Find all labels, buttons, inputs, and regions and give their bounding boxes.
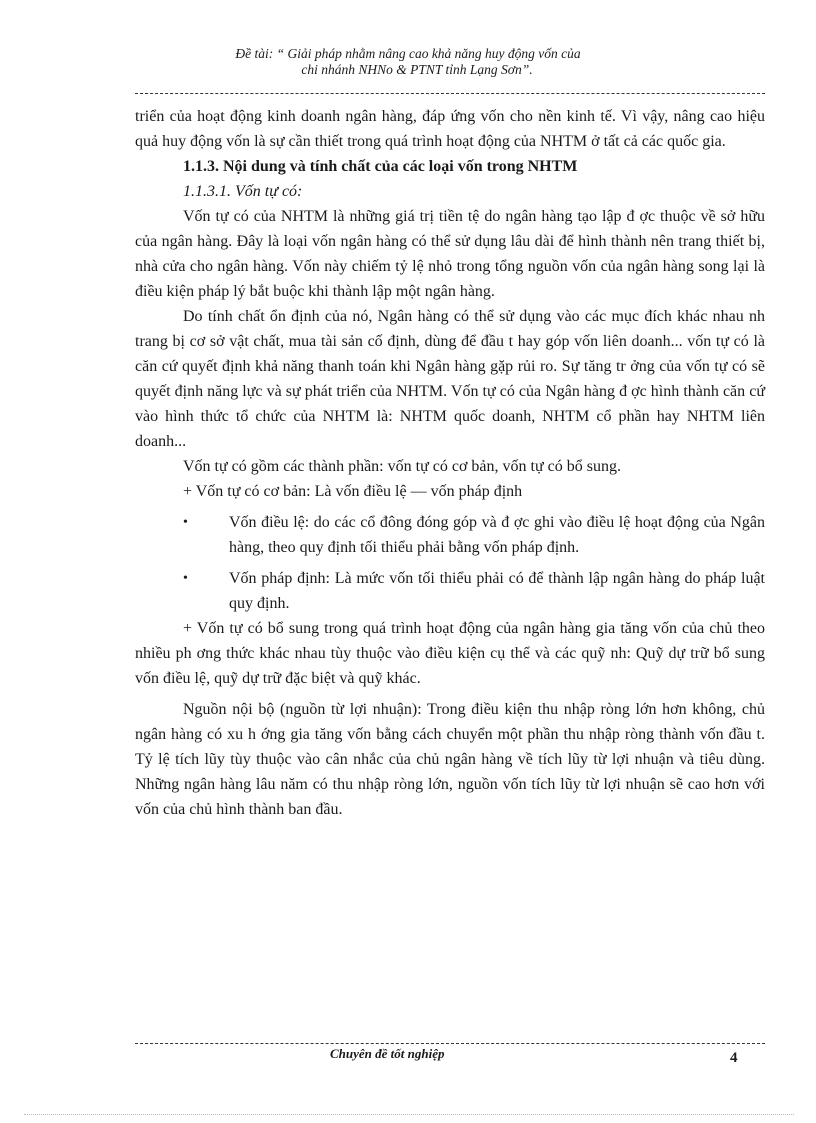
section-heading: 1.1.3. Nội dung và tính chất của các loại vốn trong NHTM	[183, 158, 578, 175]
bullet-text: Vốn pháp định: Là mức vốn tối thiểu phải có để thành lập ngân hàng do pháp luật quy định.	[229, 570, 765, 612]
subsection-heading: 1.1.3.1. Vốn tự có:	[183, 183, 303, 200]
bullet-icon: •	[183, 571, 188, 586]
footer-title: Chuyên đề tốt nghiệp	[330, 1046, 445, 1061]
document-body	[135, 104, 765, 822]
paragraph-continuation: triển của hoạt động kinh doanh ngân hàng, đáp ứng vốn cho nền kinh tế. Vì vậy, nâng cao hiệu quả huy động vốn là sự cần thiết trong quá trình hoạt động của NHTM ở tất cả các quốc gia.	[135, 108, 765, 150]
bullet-item-charter-capital	[135, 510, 765, 560]
bullet-item-legal-capital	[135, 566, 765, 616]
paragraph-internal-source: Nguồn nội bộ (nguồn từ lợi nhuận): Trong điều kiện thu nhập ròng lớn hơn không, chủ ngân hàng có xu h ớng gia tăng vốn bằng cách chuyển một phần thu nhập ròng thành vốn đầu t. Tỷ lệ tích lũy tùy thuộc vào cân nhắc của chủ ngân hàng về tích lũy từ lợi nhuận và tiêu dùng. Những ngân hàng lâu năm có thu nhập ròng lớn, nguồn vốn tích lũy từ lợi nhuận sẽ cao hơn với vốn của chủ hình thành ban đầu.	[135, 701, 765, 818]
page-header	[0, 46, 816, 78]
header-divider	[135, 93, 765, 94]
footer-divider	[135, 1043, 765, 1044]
bullet-icon: •	[183, 515, 188, 530]
paragraph-characteristics: Do tính chất ổn định của nó, Ngân hàng có thể sử dụng vào các mục đích khác nhau nh trang bị cơ sở vật chất, mua tài sản cố định, dùng để đầu t hay góp vốn liên doanh... vốn tự có là căn cứ quyết định khả năng thanh toán khi Ngân hàng gặp rủi ro. Sự tăng tr ởng của vốn tự có sẽ quyết định năng lực và sự phát triển của NHTM. Vốn tự có của Ngân hàng đ ợc hình thành căn cứ vào hình thức tổ chức của NHTM là: NHTM quốc doanh, NHTM cổ phần hay NHTM liên doanh...	[135, 308, 765, 450]
paragraph-basic-capital: + Vốn tự có cơ bản: Là vốn điều lệ — vốn pháp định	[183, 483, 523, 500]
page-bottom-border	[24, 1114, 794, 1115]
header-line-2: chi nhánh NHNo & PTNT tỉnh Lạng Sơn”.	[301, 62, 533, 77]
paragraph-definition: Vốn tự có của NHTM là những giá trị tiền tệ do ngân hàng tạo lập đ ợc thuộc về sở hữu của ngân hàng. Đây là loại vốn ngân hàng có thể sử dụng lâu dài để hình thành nên trang thiết bị, nhà cửa cho ngân hàng. Vốn này chiếm tỷ lệ nhỏ trong tổng nguồn vốn của ngân hàng song lại là điều kiện pháp lý bắt buộc khi thành lập một ngân hàng.	[135, 208, 765, 300]
bullet-text: Vốn điều lệ: do các cổ đông đóng góp và đ ợc ghi vào điều lệ hoạt động của Ngân hàng, theo quy định tối thiểu phải bằng vốn pháp định.	[229, 514, 765, 556]
page-number: 4	[730, 1050, 738, 1066]
paragraph-components: Vốn tự có gồm các thành phần: vốn tự có cơ bản, vốn tự có bổ sung.	[183, 458, 621, 475]
paragraph-supplementary-capital: + Vốn tự có bổ sung trong quá trình hoạt động của ngân hàng gia tăng vốn của chủ theo nhiều ph ơng thức khác nhau tùy thuộc vào điều kiện cụ thể và các quỹ nh: Quỹ dự trữ bổ sung vốn điều lệ, quỹ dự trữ đặc biệt và quỹ khác.	[135, 620, 765, 687]
header-line-1: Đề tài: “ Giải pháp nhằm nâng cao khả năng huy động vốn của	[235, 46, 581, 61]
